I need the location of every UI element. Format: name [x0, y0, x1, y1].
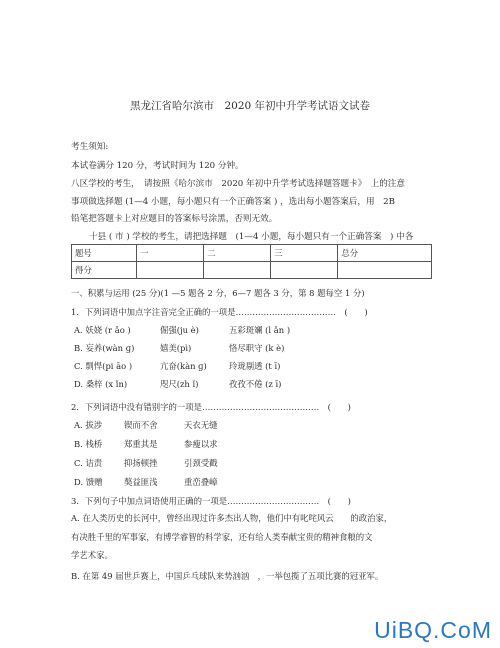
notice-line: 本试卷满分 120 分，考试时间为 120 分钟。 [71, 161, 244, 171]
notice-heading: 考生须知: [71, 142, 109, 152]
table-cell[interactable] [137, 262, 204, 279]
option: 重峦叠嶂 [184, 477, 218, 487]
question-stem: 1．下列词语中加点字注音完全正确的一项是……………………………… ( ) [71, 307, 368, 317]
option: C. 剽悍(pi āo ) [74, 361, 133, 371]
option: 郑重其是 [124, 439, 158, 449]
option: 獒益匪浅 [124, 477, 158, 487]
question-line: A. 在人类历史的长河中，曾经出现过许多杰出人物，他们中有叱咤风云 的政治家， [71, 513, 393, 523]
table-cell: 总分 [338, 245, 432, 262]
option: D. 桑梓 (x ǐn) [74, 379, 128, 389]
notice-line: 八区学校的考生， 请按照《哈尔滨市 2020 年初中升学考试选择题答题卡》 上的注意 [71, 179, 405, 189]
score-table [71, 244, 432, 279]
table-cell[interactable] [338, 262, 432, 279]
option: 五彩斑斓 (l ǎn ) [229, 325, 291, 335]
section-heading: 一、积累与运用 (25 分)(1 —5 题各 2 分，6—7 题各 3 分，第 8 题每空 1 分) [71, 288, 365, 298]
option: 亢奋(kàn ɡ) [160, 361, 207, 371]
option: D. 馈赠 [74, 477, 103, 487]
option: 孜孜不倦 (z ī) [229, 379, 282, 389]
watermark-logo: UiBQ.CoM [374, 617, 492, 643]
question-stem: 2．下列词语中没有错别字的一项是…………………………………… ( ) [71, 402, 351, 412]
option: 咫尺(zh ǐ) [160, 379, 199, 389]
option: A. 妖娆 (r ǎo ) [74, 325, 131, 335]
table-cell: 得分 [72, 262, 137, 279]
option: A. 拔涉 [74, 420, 103, 430]
table-row [72, 245, 432, 262]
table-row [72, 262, 432, 279]
table-cell: 三 [271, 245, 338, 262]
option: 天衣无缝 [184, 420, 218, 430]
question-line: 学艺术家。 [71, 550, 113, 560]
option: 参瘦以求 [184, 439, 218, 449]
question-line: B. 在第 49 届世乒赛上，中国乒乓球队来势汹汹 ，一举包揽了五项比赛的冠亚军。 [71, 571, 384, 581]
table-cell[interactable] [204, 262, 271, 279]
option: 恪尽职守 (k è) [229, 343, 285, 353]
option: 抑扬顿挫 [124, 458, 158, 468]
notice-line: 事项做选择题 (1—4 小题，每小题只有一个正确答案 ) ，选出每小题答案后，用 2B [71, 197, 395, 207]
option: B. 栈桥 [74, 439, 103, 449]
question-line: 有决胜千里的军事家，有博学睿智的科学家，还有给人类奉献宝贵的精神食粮的文 [71, 532, 373, 542]
option: 倔强(ju è) [160, 325, 199, 335]
table-cell: 一 [137, 245, 204, 262]
table-cell: 题号 [72, 245, 137, 262]
question-stem: 3．下列句子中加点词语使用正确的一项是…………………………… ( ) [71, 496, 351, 506]
option: 嬉美(pì) [160, 343, 192, 353]
table-cell[interactable] [271, 262, 338, 279]
option: 玲珑剔透 (t ī) [229, 361, 281, 371]
option: C. 诘责 [74, 458, 103, 468]
option: B. 妄养(wàn ɡ) [74, 343, 135, 353]
notice-line: 十县 ( 市 ) 学校的考生，请把选择题 (1—4 小题，每小题只有一个正确答案 ) 中各 [89, 232, 414, 242]
table-cell: 二 [204, 245, 271, 262]
option: 引颈受戳 [184, 458, 218, 468]
exam-title: 黑龙江省哈尔滨市 2020 年初中升学考试语文试卷 [129, 100, 371, 112]
notice-line: 铅笔把答题卡上对应题目的答案标号涂黑，否则无效。 [71, 214, 278, 224]
option: 锲而不舍 [124, 420, 158, 430]
